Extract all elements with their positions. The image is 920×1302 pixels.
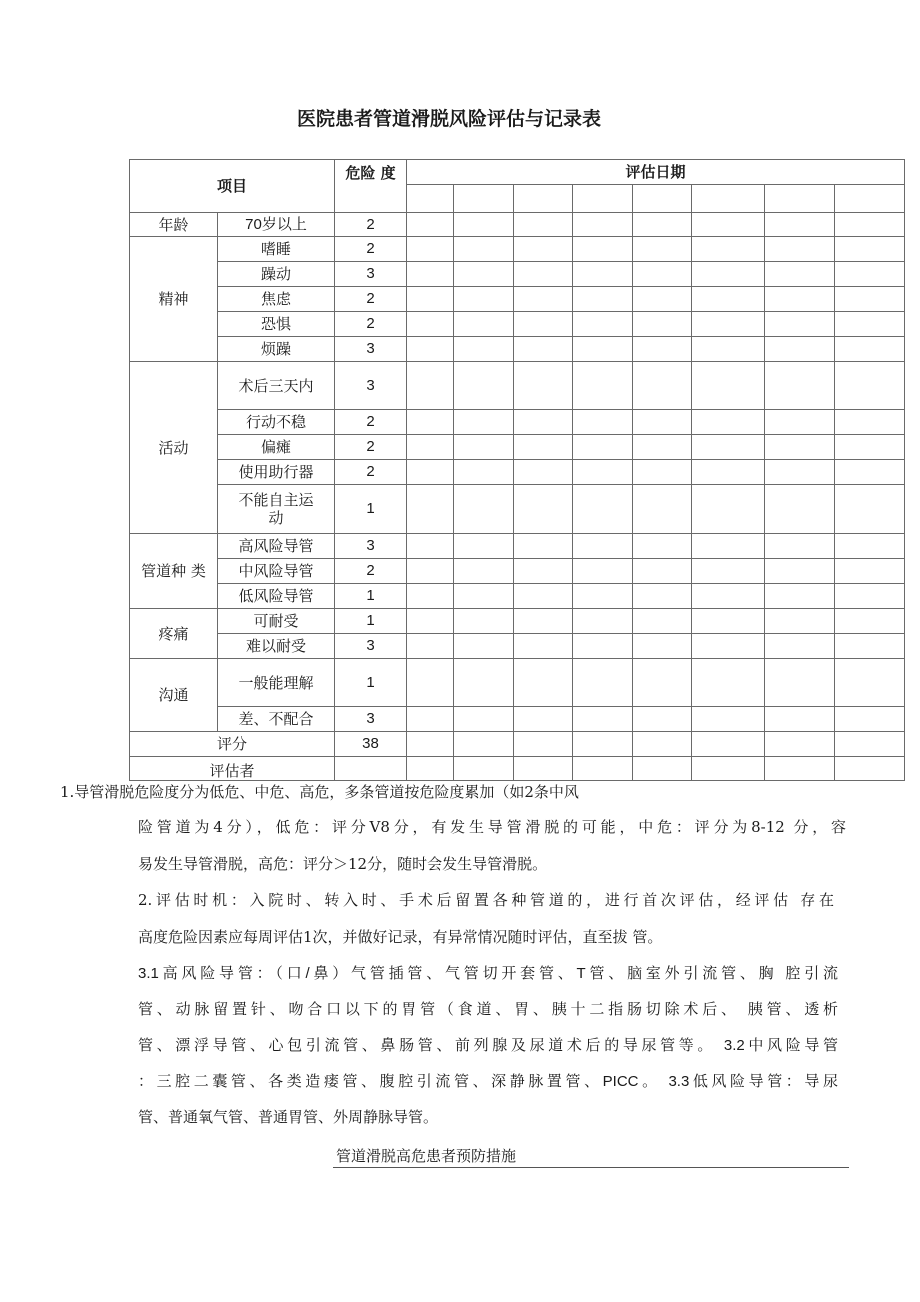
risk-score: 2 <box>335 435 407 460</box>
category-pain: 疼痛 <box>130 609 218 659</box>
note-3-line-2: 管、动脉留置针、吻合口以下的胃管（食道、胃、胰十二指肠切除术后、 胰管、透析 <box>138 1001 838 1018</box>
header-date: 评估日期 <box>407 160 905 185</box>
risk-score: 2 <box>335 312 407 337</box>
factor-label: 中风险导管 <box>218 559 335 584</box>
factor-label: 烦躁 <box>218 337 335 362</box>
factor-label: 嗜睡 <box>218 237 335 262</box>
note-3-line-1: 3.1高风险导管：（口/鼻）气管插管、气管切开套管、T管、脑室外引流管、胸 腔引流 <box>138 965 838 982</box>
factor-label: 70岁以上 <box>218 213 335 237</box>
risk-score: 1 <box>335 659 407 707</box>
factor-label: 躁动 <box>218 262 335 287</box>
risk-score: 3 <box>335 634 407 659</box>
note-2-line-1: 2.评估时机：入院时、转入时、手术后留置各种管道的，进行首次评估，经评估 存在 <box>138 891 834 909</box>
note-3-line-4: ：三腔二囊管、各类造瘘管、腹腔引流管、深静脉置管、PICC。 3.3低风险导管：导尿 <box>138 1073 838 1090</box>
risk-score: 3 <box>335 262 407 287</box>
risk-score: 2 <box>335 460 407 485</box>
risk-score: 3 <box>335 707 407 732</box>
risk-score: 2 <box>335 287 407 312</box>
factor-label: 术后三天内 <box>218 362 335 410</box>
note-1-line-2: 险管道为4分），低危：评分V8分，有发生导管滑脱的可能，中危：评分为8-12 分，容 <box>138 818 846 836</box>
factor-label: 低风险导管 <box>218 584 335 609</box>
header-item: 项目 <box>130 160 335 213</box>
page-title: 医院患者管道滑脱风险评估与记录表 <box>296 108 601 130</box>
factor-label: 差、不配合 <box>218 707 335 732</box>
note-1-line-1: 1.导管滑脱危险度分为低危、中危、高危，多条管道按危险度累加（如2条中风 <box>60 783 579 801</box>
factor-label: 高风险导管 <box>218 534 335 559</box>
header-risk: 危险 度 <box>335 160 407 213</box>
assessor-label: 评估者 <box>130 757 335 781</box>
footer-rule <box>333 1167 849 1168</box>
factor-label: 焦虑 <box>218 287 335 312</box>
factor-label: 可耐受 <box>218 609 335 634</box>
risk-score: 2 <box>335 410 407 435</box>
category-tube-type: 管道种 类 <box>130 534 218 609</box>
factor-label: 偏瘫 <box>218 435 335 460</box>
risk-score: 3 <box>335 362 407 410</box>
risk-score: 1 <box>335 609 407 634</box>
risk-score: 3 <box>335 534 407 559</box>
note-1-line-3: 易发生导管滑脱，高危：评分＞12分，随时会发生导管滑脱。 <box>138 855 548 873</box>
total-label: 评分 <box>130 732 335 757</box>
risk-score: 1 <box>335 584 407 609</box>
note-2-line-2: 高度危险因素应每周评估1次，并做好记录，有异常情况随时评估，直至拔 管。 <box>138 928 663 946</box>
risk-score: 2 <box>335 213 407 237</box>
factor-label: 使用助行器 <box>218 460 335 485</box>
category-mental: 精神 <box>130 237 218 362</box>
risk-score: 3 <box>335 337 407 362</box>
factor-label: 难以耐受 <box>218 634 335 659</box>
risk-score: 2 <box>335 559 407 584</box>
category-communication: 沟通 <box>130 659 218 732</box>
note-3-line-3: 管、漂浮导管、心包引流管、鼻肠管、前列腺及尿道术后的导尿管等。 3.2中风险导管 <box>138 1037 838 1054</box>
risk-score: 1 <box>335 485 407 534</box>
factor-label: 行动不稳 <box>218 410 335 435</box>
factor-label: 不能自主运动 <box>218 485 335 534</box>
factor-label: 一般能理解 <box>218 659 335 707</box>
footer-heading: 管道滑脱高危患者预防措施 <box>336 1147 517 1165</box>
total-score: 38 <box>335 732 407 757</box>
factor-label: 恐惧 <box>218 312 335 337</box>
category-age: 年龄 <box>130 213 218 237</box>
category-activity: 活动 <box>130 362 218 534</box>
risk-score: 2 <box>335 237 407 262</box>
note-3-line-5: 管、普通氧气管、普通胃管、外周静脉导管。 <box>138 1109 439 1126</box>
